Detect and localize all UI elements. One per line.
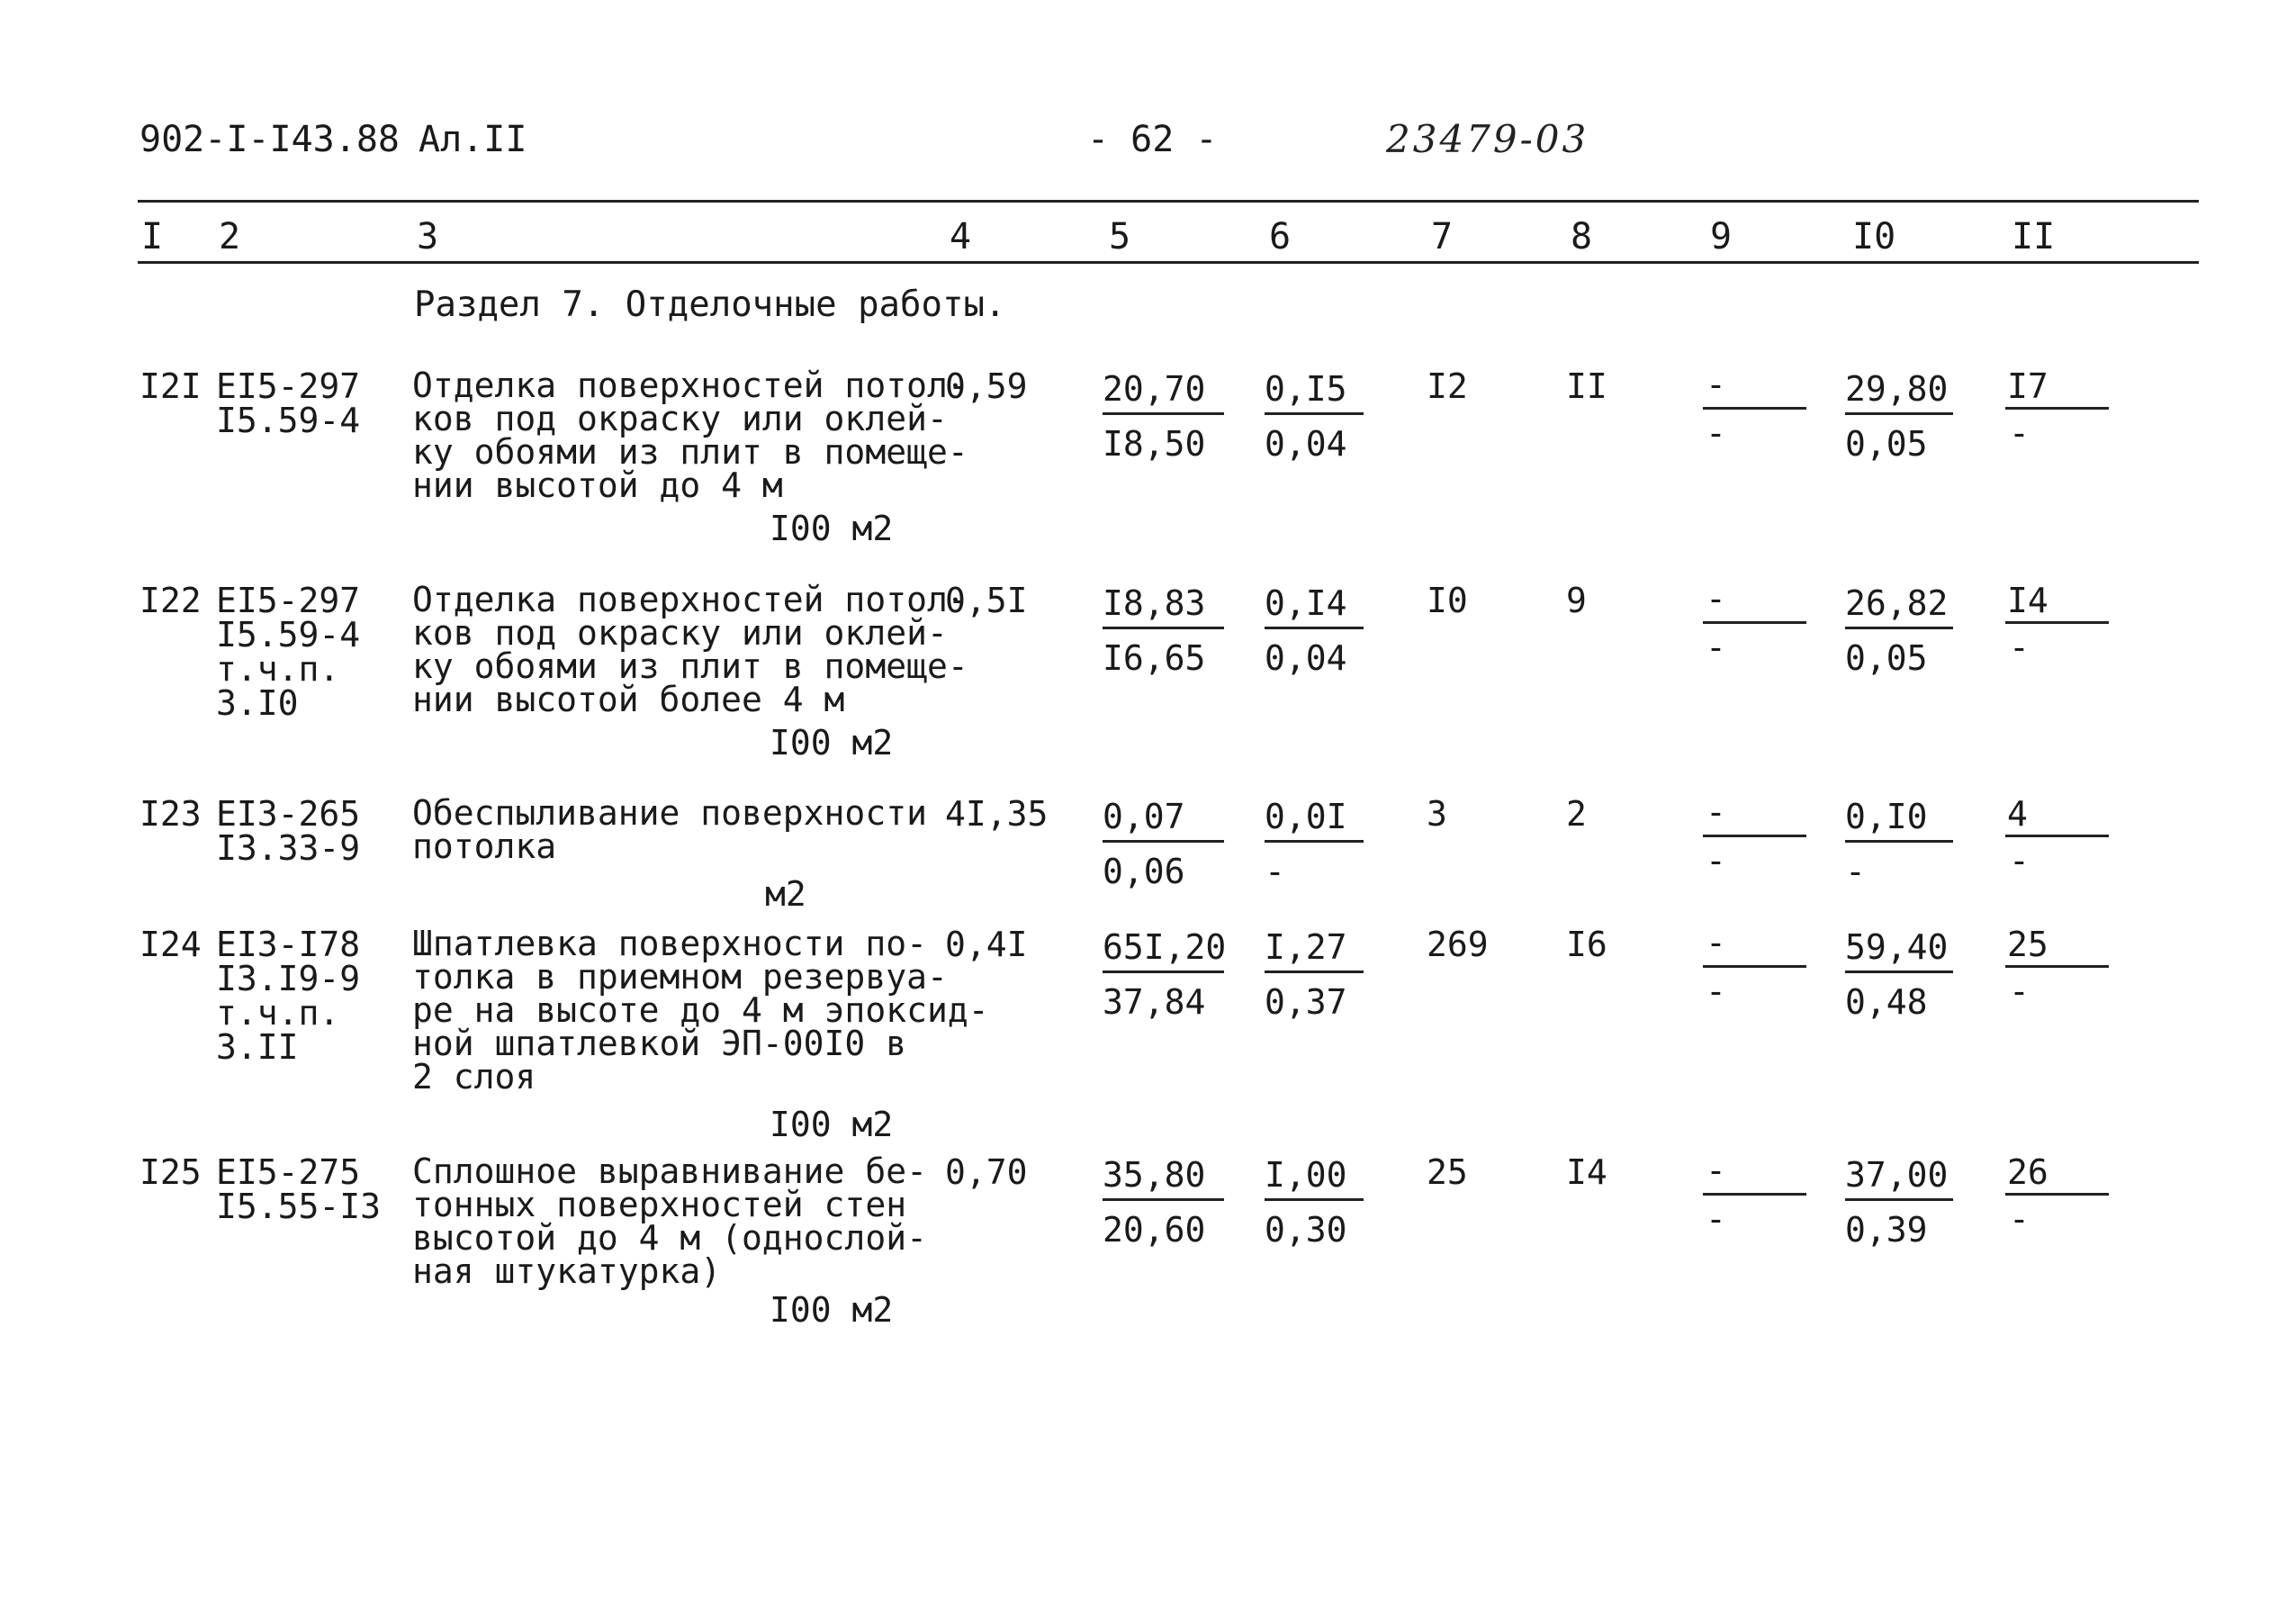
cost-total-numerator: 35,80 [1103, 1155, 1224, 1201]
col11-top: 26 [2007, 1152, 2048, 1192]
col11-top: I7 [2007, 366, 2048, 406]
col11-top: 25 [2007, 925, 2048, 964]
norm-code: I3.I9-9 [216, 959, 361, 998]
total-cost [1845, 927, 1953, 1022]
cost-machines [1265, 1155, 1364, 1250]
labor-cost: 3 [1427, 794, 1447, 834]
work-description-line: Отделка поверхностей потол- [412, 580, 968, 619]
col11-fraction-line [2005, 1193, 2109, 1196]
work-description-line: нии высотой до 4 м [412, 465, 783, 505]
cost-machines-numerator: 0,I5 [1265, 369, 1364, 415]
col-header-7: 7 [1431, 216, 1454, 257]
archive-stamp: 23479-03 [1386, 117, 1589, 161]
col11-fraction-line [2005, 835, 2109, 837]
unit-of-measure: I00 м2 [770, 1105, 894, 1144]
work-description-line: Сплошное выравнивание бе- [412, 1151, 927, 1191]
total-cost [1845, 583, 1953, 678]
labor-hours: 2 [1566, 794, 1587, 834]
work-description-line: Отделка поверхностей потол- [412, 366, 968, 405]
work-description-line: ков под окраску или оклей- [412, 399, 948, 438]
labor-hours: I6 [1566, 925, 1607, 964]
unit-of-measure: м2 [765, 874, 806, 914]
cost-machines-denominator: 0,30 [1265, 1210, 1347, 1250]
total-cost-denominator: 0,39 [1845, 1210, 1928, 1250]
cost-machines [1265, 797, 1364, 891]
norm-code: EI3-I78 [216, 925, 361, 964]
cost-total-denominator: 37,84 [1103, 982, 1206, 1022]
cost-total-denominator: 20,60 [1103, 1210, 1206, 1250]
cost-total-denominator: I6,65 [1103, 638, 1206, 678]
cost-machines [1265, 927, 1364, 1022]
col9-bottom: - [1706, 971, 1726, 1011]
work-description-line: Шпатлевка поверхности по- [412, 924, 927, 963]
norm-code: EI5-297 [216, 366, 361, 406]
work-description-line: нии высотой более 4 м [412, 680, 845, 719]
work-description-line: толка в приемном резервуа- [412, 957, 948, 997]
total-cost [1845, 797, 1953, 891]
col-header-10: I0 [1852, 216, 1896, 257]
work-description-line: высотой до 4 м (однослой- [412, 1218, 927, 1258]
col11-bottom: - [2009, 413, 2030, 453]
header-bottom-rule [138, 261, 2199, 264]
page-number: - 62 - [1087, 119, 1218, 160]
work-description-line: ку обоями из плит в помеще- [412, 432, 968, 472]
col9-top: - [1706, 792, 1726, 832]
total-cost-denominator: 0,05 [1845, 424, 1928, 464]
quantity: 4I,35 [945, 794, 1049, 834]
unit-of-measure: I00 м2 [770, 723, 894, 763]
total-cost-numerator: 29,80 [1845, 369, 1953, 415]
row-number: I22 [140, 581, 202, 620]
col-header-5: 5 [1109, 216, 1131, 257]
col11-top: 4 [2007, 794, 2028, 834]
work-description-line: ков под окраску или оклей- [412, 613, 948, 653]
cost-total-numerator: I8,83 [1103, 583, 1224, 629]
col11-bottom: - [2009, 1199, 2030, 1239]
norm-code: т.ч.п. [216, 649, 340, 689]
col9-fraction-line [1703, 1193, 1806, 1196]
col-header-11: II [2012, 216, 2056, 257]
cost-machines-denominator: 0,04 [1265, 424, 1347, 464]
cost-total-numerator: 20,70 [1103, 369, 1224, 415]
norm-code: I5.59-4 [216, 401, 361, 440]
cost-total [1103, 927, 1227, 1022]
cost-total [1103, 797, 1224, 891]
norm-code: 3.II [216, 1027, 299, 1067]
document-code: 902-I-I43.88 [140, 119, 400, 160]
cost-total-denominator: I8,50 [1103, 424, 1206, 464]
col11-fraction-line [2005, 407, 2109, 410]
col9-fraction-line [1703, 965, 1806, 968]
total-cost-numerator: 37,00 [1845, 1155, 1953, 1201]
norm-code: EI5-297 [216, 581, 361, 620]
norm-code: EI5-275 [216, 1152, 361, 1192]
quantity: 0,70 [945, 1152, 1028, 1192]
quantity: 0,4I [945, 925, 1028, 964]
norm-code: I3.33-9 [216, 828, 361, 868]
total-cost-denominator: 0,05 [1845, 638, 1928, 678]
labor-hours: II [1566, 366, 1607, 406]
col9-top: - [1706, 365, 1726, 404]
col-header-2: 2 [219, 216, 241, 257]
norm-code: I5.55-I3 [216, 1187, 382, 1226]
cost-total-numerator: 0,07 [1103, 797, 1224, 843]
total-cost-numerator: 59,40 [1845, 927, 1953, 973]
col9-top: - [1706, 579, 1726, 618]
total-cost-numerator: 0,I0 [1845, 797, 1953, 843]
col9-bottom: - [1706, 413, 1726, 453]
col11-top: I4 [2007, 581, 2048, 620]
col9-bottom: - [1706, 627, 1726, 667]
work-description-line: тонных поверхностей стен [412, 1185, 907, 1224]
col-header-3: 3 [417, 216, 439, 257]
labor-cost: I0 [1427, 581, 1468, 620]
labor-cost: 25 [1427, 1152, 1468, 1192]
col9-fraction-line [1703, 407, 1806, 410]
col9-bottom: - [1706, 841, 1726, 880]
work-description-line: ку обоями из плит в помеще- [412, 646, 968, 686]
col9-top: - [1706, 1151, 1726, 1190]
cost-machines-numerator: 0,I4 [1265, 583, 1364, 629]
row-number: I23 [140, 794, 202, 834]
cost-machines-numerator: 0,0I [1265, 797, 1364, 843]
album-number: Ал.II [419, 119, 527, 160]
labor-hours: I4 [1566, 1152, 1607, 1192]
col-header-8: 8 [1571, 216, 1593, 257]
col-header-1: I [141, 216, 164, 257]
cost-machines-numerator: I,00 [1265, 1155, 1364, 1201]
cost-total [1103, 583, 1224, 678]
cost-total-numerator: 65I,20 [1103, 927, 1224, 973]
header-top-rule [138, 200, 2199, 203]
row-number: I24 [140, 925, 202, 964]
cost-total [1103, 369, 1224, 464]
work-description-line: ре на высоте до 4 м эпоксид- [412, 990, 989, 1030]
labor-hours: 9 [1566, 581, 1587, 620]
col11-fraction-line [2005, 965, 2109, 968]
row-number: I2I [140, 366, 202, 406]
norm-code: 3.I0 [216, 683, 299, 723]
unit-of-measure: I00 м2 [770, 509, 894, 548]
col9-top: - [1706, 923, 1726, 962]
col-header-4: 4 [950, 216, 972, 257]
work-description-line: ная штукатурка) [412, 1251, 722, 1291]
labor-cost: I2 [1427, 366, 1468, 406]
total-cost [1845, 369, 1953, 464]
work-description-line: 2 слоя [412, 1057, 536, 1097]
col11-bottom: - [2009, 971, 2030, 1011]
norm-code: EI3-265 [216, 794, 361, 834]
cost-machines-denominator: 0,04 [1265, 638, 1347, 678]
cost-total-denominator: 0,06 [1103, 852, 1185, 891]
total-cost [1845, 1155, 1953, 1250]
col-header-9: 9 [1710, 216, 1733, 257]
col9-bottom: - [1706, 1199, 1726, 1239]
col11-bottom: - [2009, 841, 2030, 880]
work-description-line: Обеспыливание поверхности [412, 793, 927, 833]
cost-machines [1265, 369, 1364, 464]
cost-machines-numerator: I,27 [1265, 927, 1364, 973]
col-header-6: 6 [1269, 216, 1292, 257]
col9-fraction-line [1703, 621, 1806, 624]
col11-bottom: - [2009, 627, 2030, 667]
row-number: I25 [140, 1152, 202, 1192]
cost-machines-denominator: 0,37 [1265, 982, 1347, 1022]
norm-code: т.ч.п. [216, 993, 340, 1033]
labor-cost: 269 [1427, 925, 1489, 964]
total-cost-denominator: 0,48 [1845, 982, 1928, 1022]
cost-total [1103, 1155, 1224, 1250]
norm-code: I5.59-4 [216, 615, 361, 655]
work-description-line: потолка [412, 826, 557, 866]
quantity: 0,5I [945, 581, 1028, 620]
col11-fraction-line [2005, 621, 2109, 624]
work-description-line: ной шпатлевкой ЭП-00I0 в [412, 1024, 907, 1063]
cost-machines [1265, 583, 1364, 678]
col9-fraction-line [1703, 835, 1806, 837]
unit-of-measure: I00 м2 [770, 1290, 894, 1330]
quantity: 0,59 [945, 366, 1028, 406]
cost-machines-denominator: - [1265, 852, 1285, 891]
total-cost-denominator: - [1845, 852, 1866, 891]
section-title: Раздел 7. Отделочные работы. [414, 284, 1006, 325]
total-cost-numerator: 26,82 [1845, 583, 1953, 629]
